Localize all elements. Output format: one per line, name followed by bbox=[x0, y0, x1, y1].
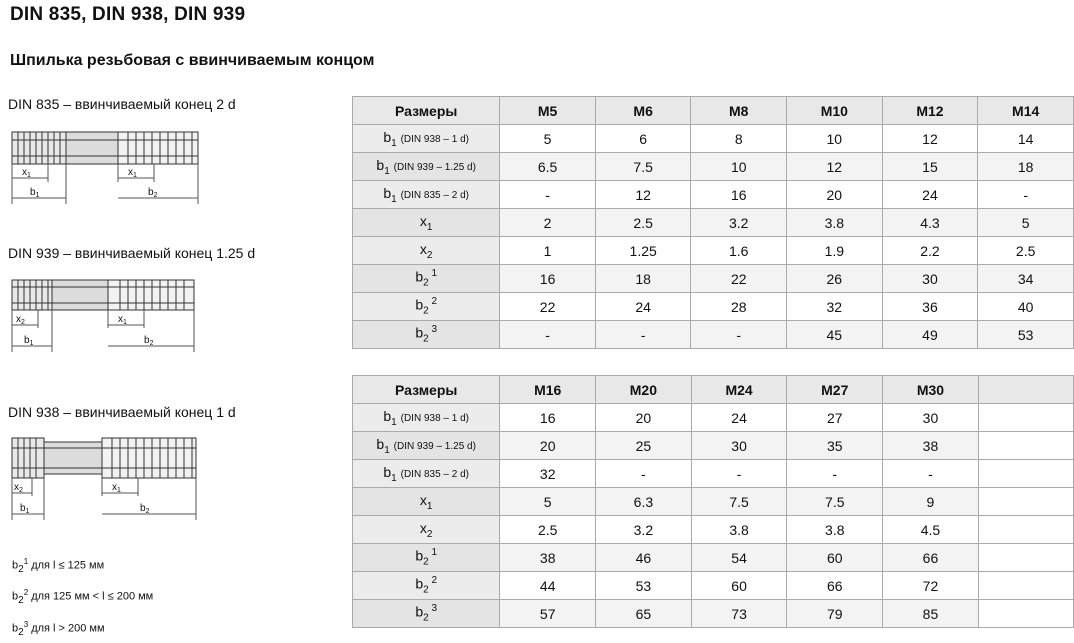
cell-value: 1.25 bbox=[595, 237, 691, 265]
cell-value: 16 bbox=[500, 404, 596, 432]
svg-text:b2: $b_2$ bbox=[148, 187, 158, 199]
column-header-sizes: Размеры bbox=[353, 376, 500, 404]
footnote-1-symbol: b bbox=[12, 559, 19, 572]
row-header: $b_1$ (DIN 939 – 1.25 d) bbox=[353, 153, 500, 181]
cell-value: 16 bbox=[500, 265, 596, 293]
column-header-m10: M10 bbox=[786, 97, 882, 125]
cell-value: - bbox=[596, 460, 692, 488]
cell-value: 5 bbox=[500, 488, 596, 516]
cell-value: 40 bbox=[978, 293, 1074, 321]
cell-value: 3.2 bbox=[596, 516, 692, 544]
cell-value: - bbox=[500, 181, 596, 209]
cell-value: 7.5 bbox=[595, 153, 691, 181]
cell-value: 30 bbox=[883, 404, 979, 432]
cell-value: 66 bbox=[883, 544, 979, 572]
cell-blank bbox=[978, 516, 1073, 544]
cell-value: 2.2 bbox=[882, 237, 978, 265]
footnote-2-text: для 125 мм < l ≤ 200 мм bbox=[28, 590, 154, 603]
footnote-2-symbol: b bbox=[12, 590, 19, 603]
cell-value: 1.6 bbox=[691, 237, 787, 265]
cell-value: 32 bbox=[500, 460, 596, 488]
cell-value: 3.8 bbox=[786, 209, 882, 237]
page-subtitle: Шпилька резьбовая с ввинчиваемым концом bbox=[10, 52, 375, 69]
svg-text:x1: $x_1$ bbox=[22, 167, 31, 179]
cell-value: 38 bbox=[500, 544, 596, 572]
cell-value: 20 bbox=[500, 432, 596, 460]
cell-value: 3.8 bbox=[787, 516, 883, 544]
footnote-3-symbol: b bbox=[12, 622, 19, 635]
cell-value: 7.5 bbox=[691, 488, 787, 516]
column-header-sizes: Размеры bbox=[353, 97, 500, 125]
cell-value: 15 bbox=[882, 153, 978, 181]
cell-value: 53 bbox=[978, 321, 1074, 349]
table-row bbox=[353, 572, 1074, 600]
row-header: $b_1$ (DIN 835 – 2 d) bbox=[353, 460, 500, 488]
cell-value: 30 bbox=[691, 432, 787, 460]
column-header-blank bbox=[978, 376, 1073, 404]
column-header-m6: M6 bbox=[595, 97, 691, 125]
column-header-m5: M5 bbox=[500, 97, 596, 125]
table-header-row bbox=[353, 97, 1074, 125]
svg-text:b1: $b_1$ bbox=[24, 335, 34, 347]
footnote-1-text: для l ≤ 125 мм bbox=[28, 559, 105, 572]
cell-value: 34 bbox=[978, 265, 1074, 293]
cell-blank bbox=[978, 460, 1073, 488]
cell-value: 60 bbox=[691, 572, 787, 600]
cell-value: 1 bbox=[500, 237, 596, 265]
row-header: $b_2$ $^2$ bbox=[353, 572, 500, 600]
cell-blank bbox=[978, 404, 1073, 432]
cell-value: 8 bbox=[691, 125, 787, 153]
cell-value: 46 bbox=[596, 544, 692, 572]
row-header: $b_2$ $^2$ bbox=[353, 293, 500, 321]
row-header: $b_1$ (DIN 938 – 1 d) bbox=[353, 125, 500, 153]
cell-value: - bbox=[691, 460, 787, 488]
cell-value: 4.5 bbox=[883, 516, 979, 544]
row-header: $x_2$ bbox=[353, 516, 500, 544]
svg-text:b1: $b_1$ bbox=[20, 503, 30, 515]
table-row bbox=[353, 125, 1074, 153]
cell-value: 6 bbox=[595, 125, 691, 153]
column-header-m8: M8 bbox=[691, 97, 787, 125]
row-header: $b_2$ $^1$ bbox=[353, 265, 500, 293]
footnote-3-text: для l > 200 мм bbox=[28, 622, 105, 635]
svg-text:x1: $x_1$ bbox=[118, 314, 127, 326]
cell-value: - bbox=[691, 321, 787, 349]
svg-text:x2: $x_2$ bbox=[14, 482, 23, 494]
cell-value: 49 bbox=[882, 321, 978, 349]
cell-blank bbox=[978, 432, 1073, 460]
column-header-m30: M30 bbox=[883, 376, 979, 404]
cell-value: 65 bbox=[596, 600, 692, 628]
table-row bbox=[353, 488, 1074, 516]
table-row bbox=[353, 404, 1074, 432]
row-header: $b_1$ (DIN 938 – 1 d) bbox=[353, 404, 500, 432]
column-header-m16: M16 bbox=[500, 376, 596, 404]
cell-value: 54 bbox=[691, 544, 787, 572]
cell-value: 36 bbox=[882, 293, 978, 321]
cell-value: 12 bbox=[595, 181, 691, 209]
cell-value: 57 bbox=[500, 600, 596, 628]
cell-value: 12 bbox=[786, 153, 882, 181]
cell-value: 9 bbox=[883, 488, 979, 516]
cell-value: 66 bbox=[787, 572, 883, 600]
cell-value: 2.5 bbox=[595, 209, 691, 237]
cell-value: 22 bbox=[691, 265, 787, 293]
cell-value: 79 bbox=[787, 600, 883, 628]
cell-blank bbox=[978, 544, 1073, 572]
table-row bbox=[353, 265, 1074, 293]
footnote-3 bbox=[12, 620, 105, 638]
figure-label-din939: DIN 939 – ввинчиваемый конец 1.25 d bbox=[8, 245, 256, 261]
cell-value: 35 bbox=[787, 432, 883, 460]
cell-value: 53 bbox=[596, 572, 692, 600]
cell-value: 5 bbox=[500, 125, 596, 153]
table-row bbox=[353, 181, 1074, 209]
cell-value: 10 bbox=[786, 125, 882, 153]
svg-text:x1: $x_1$ bbox=[112, 482, 121, 494]
dimension-table-2 bbox=[352, 375, 1074, 628]
cell-blank bbox=[978, 600, 1073, 628]
row-header: $x_2$ bbox=[353, 237, 500, 265]
cell-value: 12 bbox=[882, 125, 978, 153]
cell-value: 20 bbox=[786, 181, 882, 209]
cell-value: - bbox=[978, 181, 1074, 209]
cell-value: 45 bbox=[786, 321, 882, 349]
footnote-3-sup: 3 bbox=[23, 620, 29, 629]
table-row bbox=[353, 293, 1074, 321]
cell-value: - bbox=[595, 321, 691, 349]
cell-value: 32 bbox=[786, 293, 882, 321]
svg-text:b2: $b_2$ bbox=[144, 335, 154, 347]
cell-value: 26 bbox=[786, 265, 882, 293]
drawing-din939 bbox=[4, 270, 344, 370]
column-header-m12: M12 bbox=[882, 97, 978, 125]
column-header-m14: M14 bbox=[978, 97, 1074, 125]
footnote-2-sub: 2 bbox=[18, 594, 24, 606]
table-row bbox=[353, 321, 1074, 349]
drawing-din835 bbox=[4, 120, 344, 220]
cell-value: 28 bbox=[691, 293, 787, 321]
table-row bbox=[353, 600, 1074, 628]
cell-value: 2.5 bbox=[978, 237, 1074, 265]
figure-label-din938: DIN 938 – ввинчиваемый конец 1 d bbox=[8, 404, 236, 420]
svg-text:b2: $b_2$ bbox=[140, 503, 150, 515]
table-header-row bbox=[353, 376, 1074, 404]
row-header: $x_1$ bbox=[353, 488, 500, 516]
column-header-m20: M20 bbox=[596, 376, 692, 404]
table-row bbox=[353, 209, 1074, 237]
table-row bbox=[353, 544, 1074, 572]
cell-value: 4.3 bbox=[882, 209, 978, 237]
cell-value: 22 bbox=[500, 293, 596, 321]
footnote-3-sub: 2 bbox=[18, 626, 24, 638]
cell-value: 24 bbox=[882, 181, 978, 209]
svg-text:x1: $x_1$ bbox=[128, 167, 137, 179]
cell-value: 85 bbox=[883, 600, 979, 628]
row-header: $b_2$ $^3$ bbox=[353, 321, 500, 349]
cell-value: 16 bbox=[691, 181, 787, 209]
cell-value: 6.5 bbox=[500, 153, 596, 181]
cell-value: 18 bbox=[978, 153, 1074, 181]
cell-value: 6.3 bbox=[596, 488, 692, 516]
cell-value: 2 bbox=[500, 209, 596, 237]
cell-value: 24 bbox=[595, 293, 691, 321]
footnote-1-sup: 1 bbox=[23, 557, 29, 566]
column-header-m24: M24 bbox=[691, 376, 787, 404]
footnote-1 bbox=[12, 557, 104, 575]
cell-value: 44 bbox=[500, 572, 596, 600]
cell-value: 27 bbox=[787, 404, 883, 432]
cell-value: 5 bbox=[978, 209, 1074, 237]
cell-value: 72 bbox=[883, 572, 979, 600]
cell-blank bbox=[978, 488, 1073, 516]
page-title: DIN 835, DIN 938, DIN 939 bbox=[10, 4, 246, 25]
cell-value: 73 bbox=[691, 600, 787, 628]
cell-value: - bbox=[883, 460, 979, 488]
table-row bbox=[353, 237, 1074, 265]
cell-value: 1.9 bbox=[786, 237, 882, 265]
cell-value: - bbox=[500, 321, 596, 349]
figure-label-din835: DIN 835 – ввинчиваемый конец 2 d bbox=[8, 96, 236, 112]
cell-value: 24 bbox=[691, 404, 787, 432]
footnote-1-sub: 2 bbox=[18, 563, 24, 575]
row-header: $b_1$ (DIN 939 – 1.25 d) bbox=[353, 432, 500, 460]
row-header: $x_1$ bbox=[353, 209, 500, 237]
cell-value: 7.5 bbox=[787, 488, 883, 516]
cell-value: - bbox=[787, 460, 883, 488]
cell-value: 2.5 bbox=[500, 516, 596, 544]
row-header: $b_1$ (DIN 835 – 2 d) bbox=[353, 181, 500, 209]
cell-value: 10 bbox=[691, 153, 787, 181]
cell-value: 38 bbox=[883, 432, 979, 460]
table-row bbox=[353, 432, 1074, 460]
cell-value: 30 bbox=[882, 265, 978, 293]
cell-value: 14 bbox=[978, 125, 1074, 153]
column-header-m27: M27 bbox=[787, 376, 883, 404]
drawing-din938 bbox=[4, 430, 344, 540]
svg-text:b1: $b_1$ bbox=[30, 187, 40, 199]
cell-value: 20 bbox=[596, 404, 692, 432]
cell-blank bbox=[978, 572, 1073, 600]
svg-text:x2: $x_2$ bbox=[16, 314, 25, 326]
cell-value: 60 bbox=[787, 544, 883, 572]
row-header: $b_2$ $^1$ bbox=[353, 544, 500, 572]
cell-value: 18 bbox=[595, 265, 691, 293]
table-row bbox=[353, 460, 1074, 488]
row-header: $b_2$ $^3$ bbox=[353, 600, 500, 628]
table-row bbox=[353, 153, 1074, 181]
dimension-table-1 bbox=[352, 96, 1074, 349]
footnote-2 bbox=[12, 588, 153, 606]
cell-value: 3.8 bbox=[691, 516, 787, 544]
table-row bbox=[353, 516, 1074, 544]
footnote-2-sup: 2 bbox=[23, 588, 29, 597]
cell-value: 3.2 bbox=[691, 209, 787, 237]
cell-value: 25 bbox=[596, 432, 692, 460]
